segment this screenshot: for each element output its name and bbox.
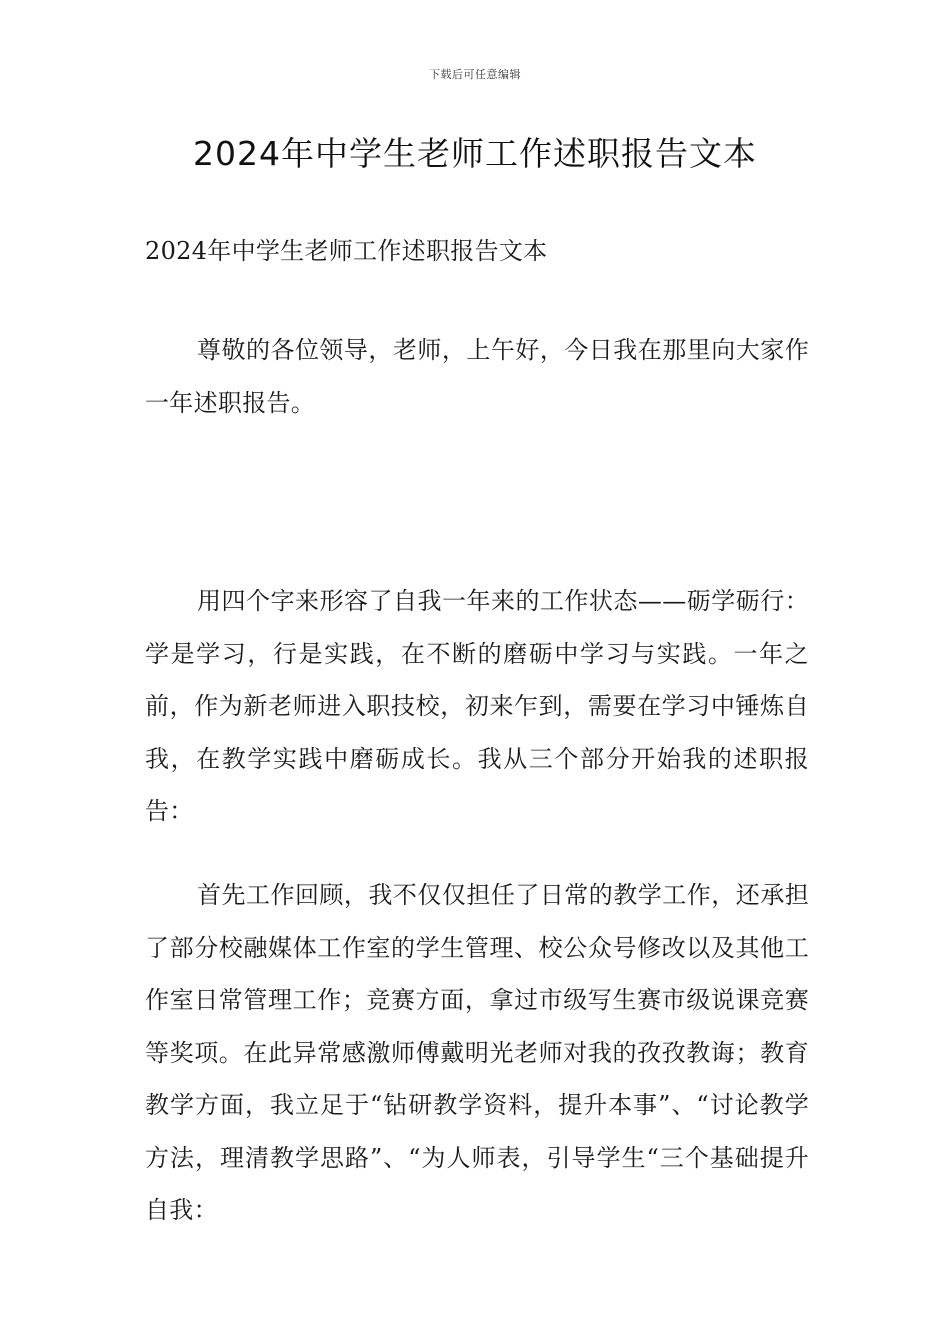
paragraph-introduction: 用四个字来形容了自我一年来的工作状态——砺学砺行：学是学习，行是实践，在不断的磨砺中学习与实践。一年之前，作为新老师进入职技校，初来乍到，需要在学习中锤炼自我，在教学实践中磨砺成长。我从三个部分开始我的述职报告：: [145, 587, 809, 825]
paragraph-greeting: 尊敬的各位领导，老师，上午好，今日我在那里向大家作一年述职报告。: [145, 336, 809, 417]
document-title: 2024年中学生老师工作述职报告文本: [193, 134, 757, 173]
header-note: 下载后可任意编辑: [429, 68, 521, 81]
paragraph-work-review: 首先工作回顾，我不仅仅担任了日常的教学工作，还承担了部分校融媒体工作室的学生管理、校公众号修改以及其他工作室日常管理工作；竞赛方面，拿过市级写生赛市级说课竞赛等奖项。在此异常感激师傅戴明光老师对我的孜孜教诲；教育教学方面，我立足于“钻研教学资料，提升本事”、“讨论教学方法，理清教学思路”、“为人师表，引导学生“三个基础提升自我：: [145, 881, 809, 1224]
document-subtitle: 2024年中学生老师工作述职报告文本: [145, 237, 548, 265]
